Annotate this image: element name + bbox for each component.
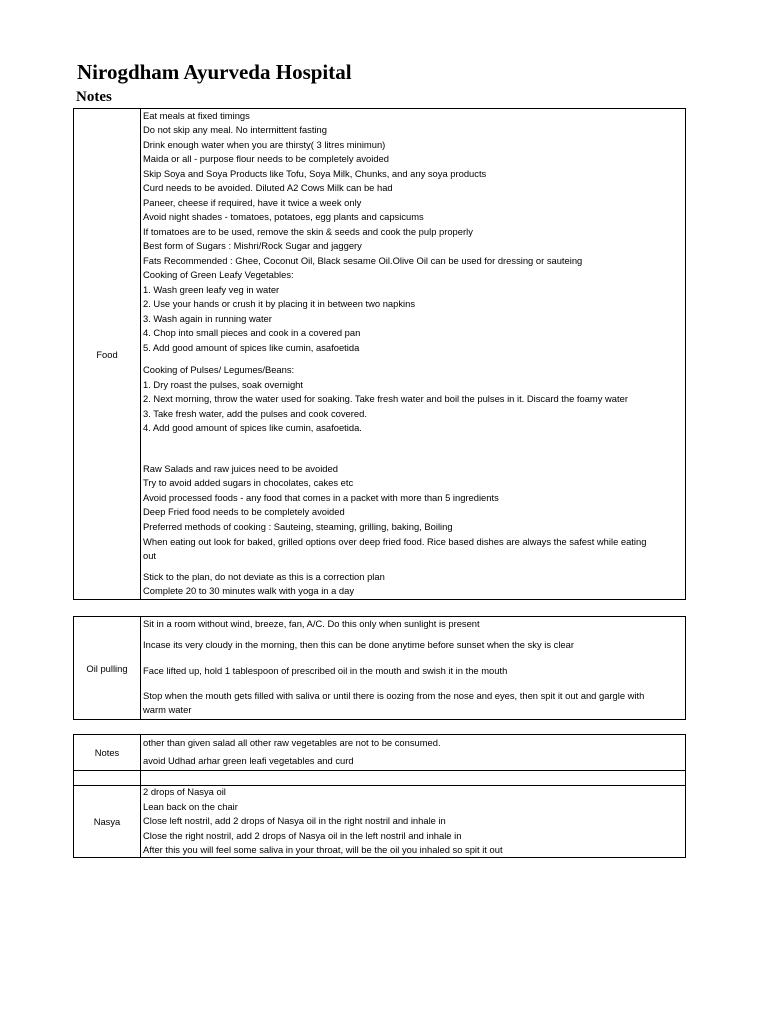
food-line: Preferred methods of cooking : Sauteing, steaming, grilling, baking, Boiling <box>143 521 453 532</box>
nasya-section <box>73 785 686 858</box>
oil-pulling-label: Oil pulling <box>74 617 141 719</box>
food-line: 3. Take fresh water, add the pulses and cook covered. <box>143 408 367 419</box>
page-title: Nirogdham Ayurveda Hospital <box>77 60 352 84</box>
oil-pulling-content <box>141 617 685 719</box>
empty-row-label <box>74 771 141 785</box>
food-line: Cooking of Green Leafy Vegetables: <box>143 269 294 280</box>
food-line: Raw Salads and raw juices need to be avoided <box>143 463 338 474</box>
food-line: If tomatoes are to be used, remove the skin & seeds and cook the pulp properly <box>143 226 473 237</box>
food-line: 1. Dry roast the pulses, soak overnight <box>143 379 303 390</box>
oil-pulling-line: warm water <box>143 704 192 715</box>
nasya-label: Nasya <box>74 786 141 857</box>
food-line: Deep Fried food needs to be completely avoided <box>143 506 345 517</box>
food-content <box>141 109 685 599</box>
page-subtitle: Notes <box>76 89 112 105</box>
nasya-line: Lean back on the chair <box>143 801 238 812</box>
food-line: out <box>143 550 157 561</box>
notes-line: other than given salad all other raw vegetables are not to be consumed. <box>143 737 441 748</box>
food-line: 2. Next morning, throw the water used for soaking. Take fresh water and boil the pulses in it. Discard the foamy water <box>143 393 628 404</box>
food-line: Avoid processed foods - any food that comes in a packet with more than 5 ingredients <box>143 492 499 503</box>
food-line: 2. Use your hands or crush it by placing it in between two napkins <box>143 298 416 309</box>
food-line: Paneer, cheese if required, have it twice a week only <box>143 197 362 208</box>
food-line: Cooking of Pulses/ Legumes/Beans: <box>143 364 295 375</box>
food-line: Stick to the plan, do not deviate as this is a correction plan <box>143 571 385 582</box>
food-line: Complete 20 to 30 minutes walk with yoga in a day <box>143 585 355 596</box>
nasya-line: Close the right nostril, add 2 drops of Nasya oil in the left nostril and inhale in <box>143 830 462 841</box>
nasya-line: 2 drops of Nasya oil <box>143 786 226 797</box>
food-line: 3. Wash again in running water <box>143 313 272 324</box>
food-line: Fats Recommended : Ghee, Coconut Oil, Black sesame Oil.Olive Oil can be used for dressing or sauteing <box>143 255 583 266</box>
food-line: 1. Wash green leafy veg in water <box>143 284 280 295</box>
food-line: Maida or all - purpose flour needs to be completely avoided <box>143 153 389 164</box>
food-section <box>73 108 686 600</box>
food-line: 4. Chop into small pieces and cook in a covered pan <box>143 327 361 338</box>
food-line: Try to avoid added sugars in chocolates, cakes etc <box>143 477 354 488</box>
notes-label: Notes <box>74 735 141 770</box>
food-line: When eating out look for baked, grilled options over deep fried food. Rice based dishes are always the safest while eating <box>143 536 647 547</box>
notes-line: avoid Udhad arhar green leafi vegetables and curd <box>143 755 354 766</box>
notes-content <box>141 735 685 770</box>
nasya-content <box>141 786 685 857</box>
nasya-line: Close left nostril, add 2 drops of Nasya oil in the right nostril and inhale in <box>143 815 446 826</box>
food-line: Skip Soya and Soya Products like Tofu, Soya Milk, Chunks, and any soya products <box>143 168 487 179</box>
food-line: 5. Add good amount of spices like cumin, asafoetida <box>143 342 360 353</box>
notes-section <box>73 734 686 771</box>
oil-pulling-line: Sit in a room without wind, breeze, fan, A/C. Do this only when sunlight is present <box>143 618 480 629</box>
food-line: Avoid night shades - tomatoes, potatoes, egg plants and capsicums <box>143 211 424 222</box>
nasya-line: After this you will feel some saliva in your throat, will be the oil you inhaled so spit it out <box>143 844 503 855</box>
oil-pulling-line: Face lifted up, hold 1 tablespoon of prescribed oil in the mouth and swish it in the mouth <box>143 665 508 676</box>
oil-pulling-line: Stop when the mouth gets filled with saliva or until there is oozing from the nose and eyes, then spit it out and gargle with <box>143 690 645 701</box>
oil-pulling-line: Incase its very cloudy in the morning, then this can be done anytime before sunset when the sky is clear <box>143 639 574 650</box>
food-line: 4. Add good amount of spices like cumin, asafoetida. <box>143 422 362 433</box>
food-line: Drink enough water when you are thirsty( 3 litres minimun) <box>143 139 386 150</box>
food-line: Curd needs to be avoided. Diluted A2 Cows Milk can be had <box>143 182 393 193</box>
food-line: Do not skip any meal. No intermittent fasting <box>143 124 327 135</box>
food-label: Food <box>74 109 141 599</box>
food-line: Eat meals at fixed timings <box>143 110 250 121</box>
empty-row <box>73 770 686 786</box>
oil-pulling-section <box>73 616 686 720</box>
food-line: Best form of Sugars : Mishri/Rock Sugar and jaggery <box>143 240 362 251</box>
